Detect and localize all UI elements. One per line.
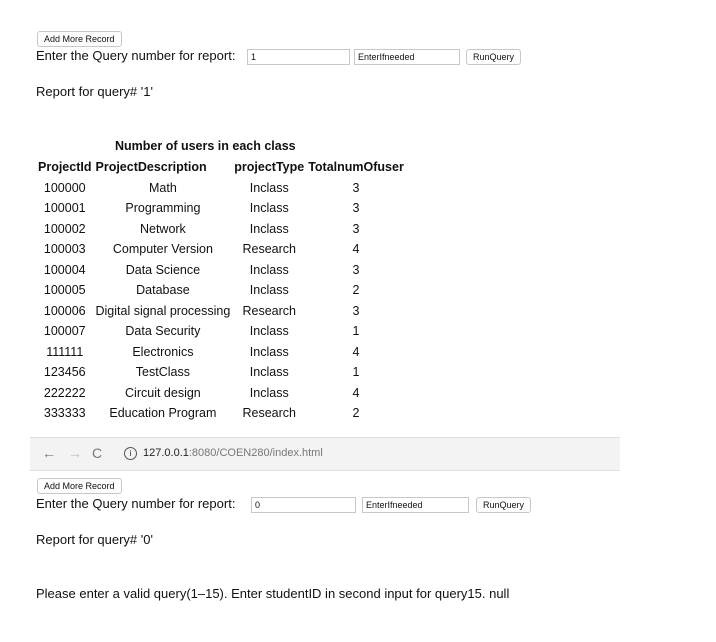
project-type-cell: Research xyxy=(242,303,296,318)
table-row xyxy=(36,239,406,260)
total-users-cell: 4 xyxy=(352,385,360,400)
run-query-button-2[interactable]: RunQuery xyxy=(476,497,531,513)
table-header-row xyxy=(36,157,406,178)
project-type-cell: Research xyxy=(242,406,296,421)
total-users-cell: 1 xyxy=(352,324,360,339)
url-path: :8080/COEN280/index.html xyxy=(188,447,323,459)
project-type-cell: Inclass xyxy=(249,262,289,277)
project-id-cell: 100004 xyxy=(43,262,86,277)
table-row xyxy=(36,280,406,301)
project-type-cell: Inclass xyxy=(249,221,289,236)
project-id-cell: 100006 xyxy=(43,303,86,318)
project-description-cell: Electronics xyxy=(132,344,194,359)
table-row xyxy=(36,198,406,219)
table-row xyxy=(36,301,406,322)
project-id-cell: 100005 xyxy=(43,283,86,298)
project-description-cell: Data Science xyxy=(125,262,201,277)
error-message: Please enter a valid query(1–15). Enter studentID in second input for query15. null xyxy=(36,586,510,601)
report-header: Report for query# '1' xyxy=(36,84,153,99)
second-input[interactable]: EnterIfneeded xyxy=(354,49,460,65)
project-id-cell: 100001 xyxy=(43,201,86,216)
project-type-cell: Inclass xyxy=(249,283,289,298)
project-description-cell: TestClass xyxy=(135,365,190,380)
project-type-cell: Inclass xyxy=(249,385,289,400)
project-description-cell: Math xyxy=(149,180,177,195)
query-label-2: Enter the Query number for report: xyxy=(36,496,236,511)
project-id-cell: 111111 xyxy=(46,344,84,359)
table-row xyxy=(36,219,406,240)
query-label: Enter the Query number for report: xyxy=(36,48,236,63)
project-description-cell: Programming xyxy=(125,201,201,216)
project-type-cell: Inclass xyxy=(249,324,289,339)
project-id-cell: 100003 xyxy=(43,242,86,257)
query-number-input-2[interactable]: 0 xyxy=(251,497,356,513)
project-description-cell: Data Security xyxy=(125,324,201,339)
table-row xyxy=(36,178,406,199)
header-project-type: projectType xyxy=(234,160,305,175)
project-id-cell: 123456 xyxy=(43,365,86,380)
browser-toolbar xyxy=(30,437,620,471)
total-users-cell: 2 xyxy=(352,283,360,298)
project-description-cell: Digital signal processing xyxy=(95,303,231,318)
url-host: 127.0.0.1 xyxy=(143,447,189,459)
total-users-cell: 3 xyxy=(352,262,360,277)
total-users-cell: 4 xyxy=(352,242,360,257)
info-icon[interactable]: i xyxy=(124,447,137,460)
table-row xyxy=(36,342,406,363)
report-table xyxy=(36,157,406,424)
table-row xyxy=(36,383,406,404)
project-type-cell: Inclass xyxy=(249,365,289,380)
total-users-cell: 4 xyxy=(352,344,360,359)
total-users-cell: 3 xyxy=(352,201,360,216)
header-total-users: TotalnumOfuser xyxy=(308,160,404,175)
forward-icon[interactable]: → xyxy=(68,445,82,461)
total-users-cell: 3 xyxy=(352,221,360,236)
project-type-cell: Inclass xyxy=(249,344,289,359)
run-query-button[interactable]: RunQuery xyxy=(466,49,521,65)
back-icon[interactable]: ← xyxy=(42,445,56,461)
report-header-2: Report for query# '0' xyxy=(36,532,153,547)
project-id-cell: 222222 xyxy=(43,385,86,400)
project-id-cell: 100002 xyxy=(43,221,86,236)
table-row xyxy=(36,362,406,383)
project-type-cell: Research xyxy=(242,242,296,257)
project-description-cell: Circuit design xyxy=(125,385,201,400)
table-row xyxy=(36,321,406,342)
header-project-description: ProjectDescription xyxy=(95,160,207,175)
add-more-record-button-2[interactable]: Add More Record xyxy=(37,478,122,494)
project-id-cell: 100007 xyxy=(43,324,86,339)
query-number-input[interactable]: 1 xyxy=(247,49,350,65)
project-id-cell: 100000 xyxy=(43,180,86,195)
address-bar[interactable] xyxy=(112,443,614,464)
project-type-cell: Inclass xyxy=(249,201,289,216)
total-users-cell: 1 xyxy=(352,365,360,380)
table-caption: Number of users in each class xyxy=(115,139,296,153)
table-row xyxy=(36,260,406,281)
reload-icon[interactable]: C xyxy=(92,445,103,461)
project-description-cell: Database xyxy=(136,283,190,298)
project-type-cell: Inclass xyxy=(249,180,289,195)
header-project-id: ProjectId xyxy=(38,160,92,175)
total-users-cell: 3 xyxy=(352,303,360,318)
total-users-cell: 2 xyxy=(352,406,360,421)
second-input-2[interactable]: EnterIfneeded xyxy=(362,497,469,513)
project-description-cell: Education Program xyxy=(109,406,217,421)
add-more-record-button[interactable]: Add More Record xyxy=(37,31,122,47)
total-users-cell: 3 xyxy=(352,180,360,195)
table-row xyxy=(36,403,406,424)
project-id-cell: 333333 xyxy=(43,406,86,421)
project-description-cell: Network xyxy=(139,221,186,236)
project-description-cell: Computer Version xyxy=(112,242,213,257)
